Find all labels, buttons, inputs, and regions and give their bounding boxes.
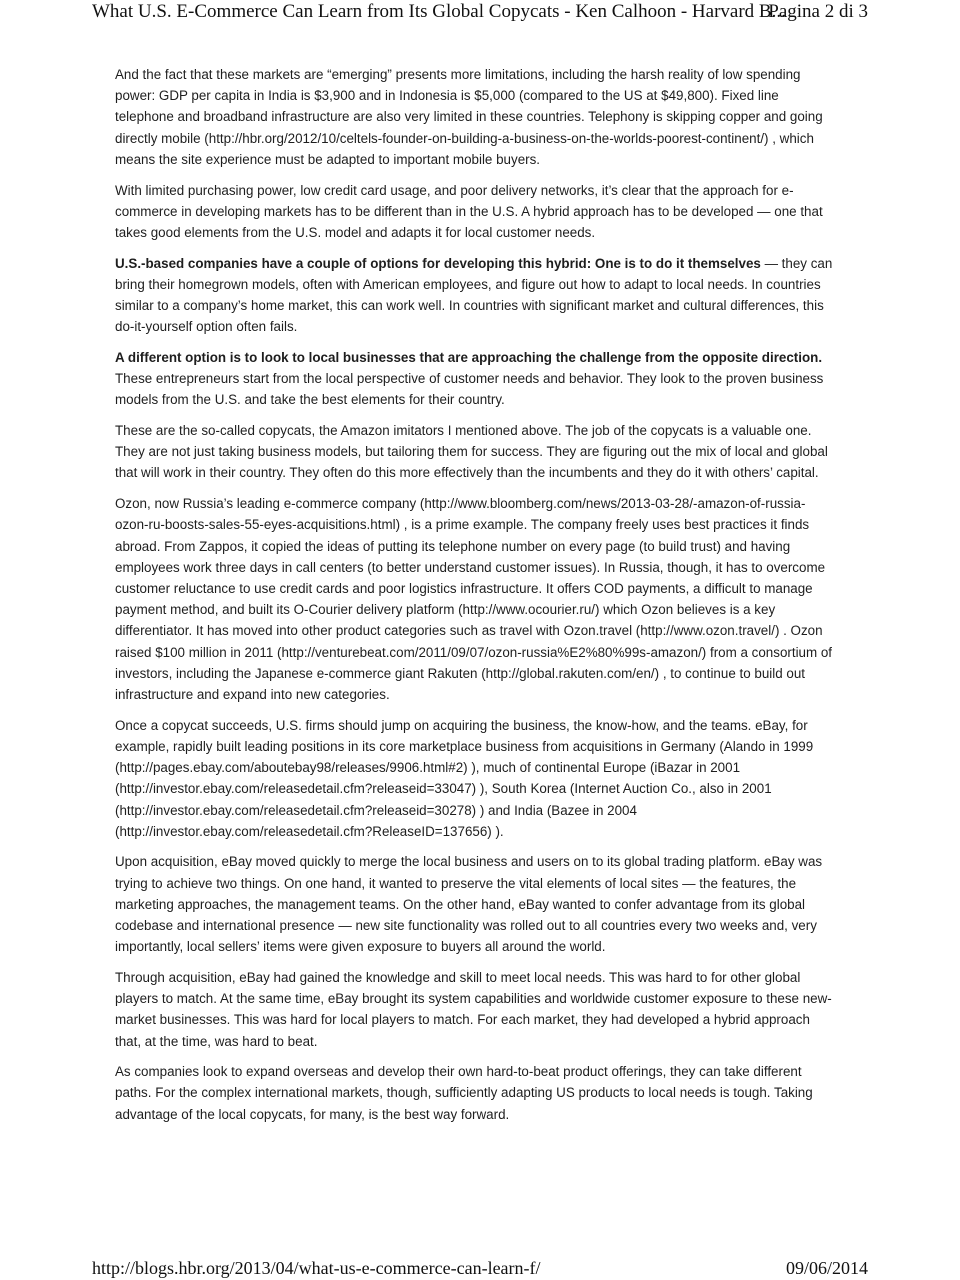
paragraph-text: — they can bring their homegrown models, often with American employees, and figure out how to adapt to local needs. In countries similar to a company’s home market, this can work well. In countries with significant market and cultural differences, this do-it-yourself option often fails.: [115, 255, 833, 335]
bold-lead: A different option is to look to local businesses that are approaching the challenge from the opposite direction.: [115, 349, 823, 365]
page-title: What U.S. E-Commerce Can Learn from Its Global Copycats - Ken Calhoon - Harvard B...: [92, 1, 786, 22]
paragraph: And the fact that these markets are “emerging” presents more limitations, including the harsh reality of low spending power: GDP per capita in India is $3,900 and in Indonesia is $5,000 (compared to the US at $49,800). Fixed line telephone and broadband infrastructure are also very limited in these countries. Telephony is skipping copper and going directly mobile (http://hbr.org/2012/10/celtels-founder-on-building-a-business-on-the-worlds-poorest-continent/) , which means the site experience must be adapted to important mobile buyers.: [115, 67, 823, 167]
print-header: [0, 0, 960, 30]
bold-lead: U.S.-based companies have a couple of options for developing this hybrid: One is to do it themselves: [115, 255, 761, 271]
page-number: Pagina 2 di 3: [768, 1, 868, 22]
paragraph: Ozon, now Russia’s leading e-commerce company (http://www.bloomberg.com/news/2013-03-28/-amazon-of-russia-ozon-ru-boosts-sales-55-eyes-acquisitions.html) , is a prime example. The company freely uses best practices it finds abroad. From Zappos, it copied the ideas of putting its telephone number on every page (to build trust) and having employees work three days in call centers (to better understand customer issues). In Russia, though, it has to overcome customer reluctance to use credit cards and poor logistics infrastructure. It offers COD payments, a difficult to manage payment method, and built its O-Courier delivery platform (http://www.ocourier.ru/) which Ozon believes is a key differentiator. It has moved into other product categories such as travel with Ozon.travel (http://www.ozon.travel/) . Ozon raised $100 million in 2011 (http://venturebeat.com/2011/09/07/ozon-russia%E2%80%99s-amazon/) from a consortium of investors, including the Japanese e-commerce giant Rakuten (http://global.rakuten.com/en/) , to continue to build out infrastructure and expand into new categories.: [115, 496, 833, 702]
article-body: [115, 64, 837, 1134]
paragraph: As companies look to expand overseas and develop their own hard-to-beat product offerings, they can take different paths. For the complex international markets, though, sufficiently adapting US products to local needs is tough. Taking advantage of the local copycats, for many, is the best way forward.: [115, 1064, 813, 1122]
print-footer: [0, 1258, 960, 1280]
paragraph: Through acquisition, eBay had gained the knowledge and skill to meet local needs. This was hard to for other global players to match. At the same time, eBay brought its system capabilities and worldwide customer exposure to these new-market businesses. This was hard for local players to match. For each market, they had developed a hybrid approach that, at the time, was hard to beat.: [115, 969, 832, 1049]
page-url: http://blogs.hbr.org/2013/04/what-us-e-commerce-can-learn-f/: [92, 1258, 541, 1278]
print-date: 09/06/2014: [785, 1258, 868, 1278]
paragraph-text: These entrepreneurs start from the local perspective of customer needs and behavior. They look to the proven business models from the U.S. and take the best elements for their country.: [115, 371, 824, 408]
paragraph: [115, 347, 837, 411]
paragraph: [115, 253, 837, 338]
paragraph: Once a copycat succeeds, U.S. firms should jump on acquiring the business, the know-how, and the teams. eBay, for example, rapidly built leading positions in its core marketplace business from acquisitions in Germany (Alando in 1999 (http://pages.ebay.com/aboutebay98/releases/9906.html#2) ), much of continental Europe (iBazar in 2001 (http://investor.ebay.com/releasedetail.cfm?releaseid=33047) ), South Korea (Internet Auction Co., also in 2001 (http://investor.ebay.com/releasedetail.cfm?releaseid=30278) ) and India (Bazee in 2004 (http://investor.ebay.com/releasedetail.cfm?ReleaseID=137656) ).: [115, 717, 814, 839]
paragraph: These are the so-called copycats, the Amazon imitators I mentioned above. The job of the copycats is a valuable one. They are not just taking business models, but tailoring them for success. They are figuring out the mix of local and global that will work in their country. They often do this more effectively than the incumbents and they do it with others’ capital.: [115, 423, 828, 481]
paragraph: With limited purchasing power, low credit card usage, and poor delivery networks, it’s clear that the approach for e-commerce in developing markets has to be different than in the U.S. A hybrid approach has to be developed — one that takes good elements from the U.S. model and adapts it for local customer needs.: [115, 182, 823, 240]
paragraph: Upon acquisition, eBay moved quickly to merge the local business and users on to its global trading platform. eBay was trying to achieve two things. On one hand, it wanted to preserve the vital elements of local sites — the features, the marketing approaches, the management teams. On the other hand, eBay wanted to confer advantage from its global codebase and international presence — new site functionality was rolled out to all countries every two weeks and, very importantly, local sellers’ items were given exposure to buyers all around the world.: [115, 854, 823, 955]
